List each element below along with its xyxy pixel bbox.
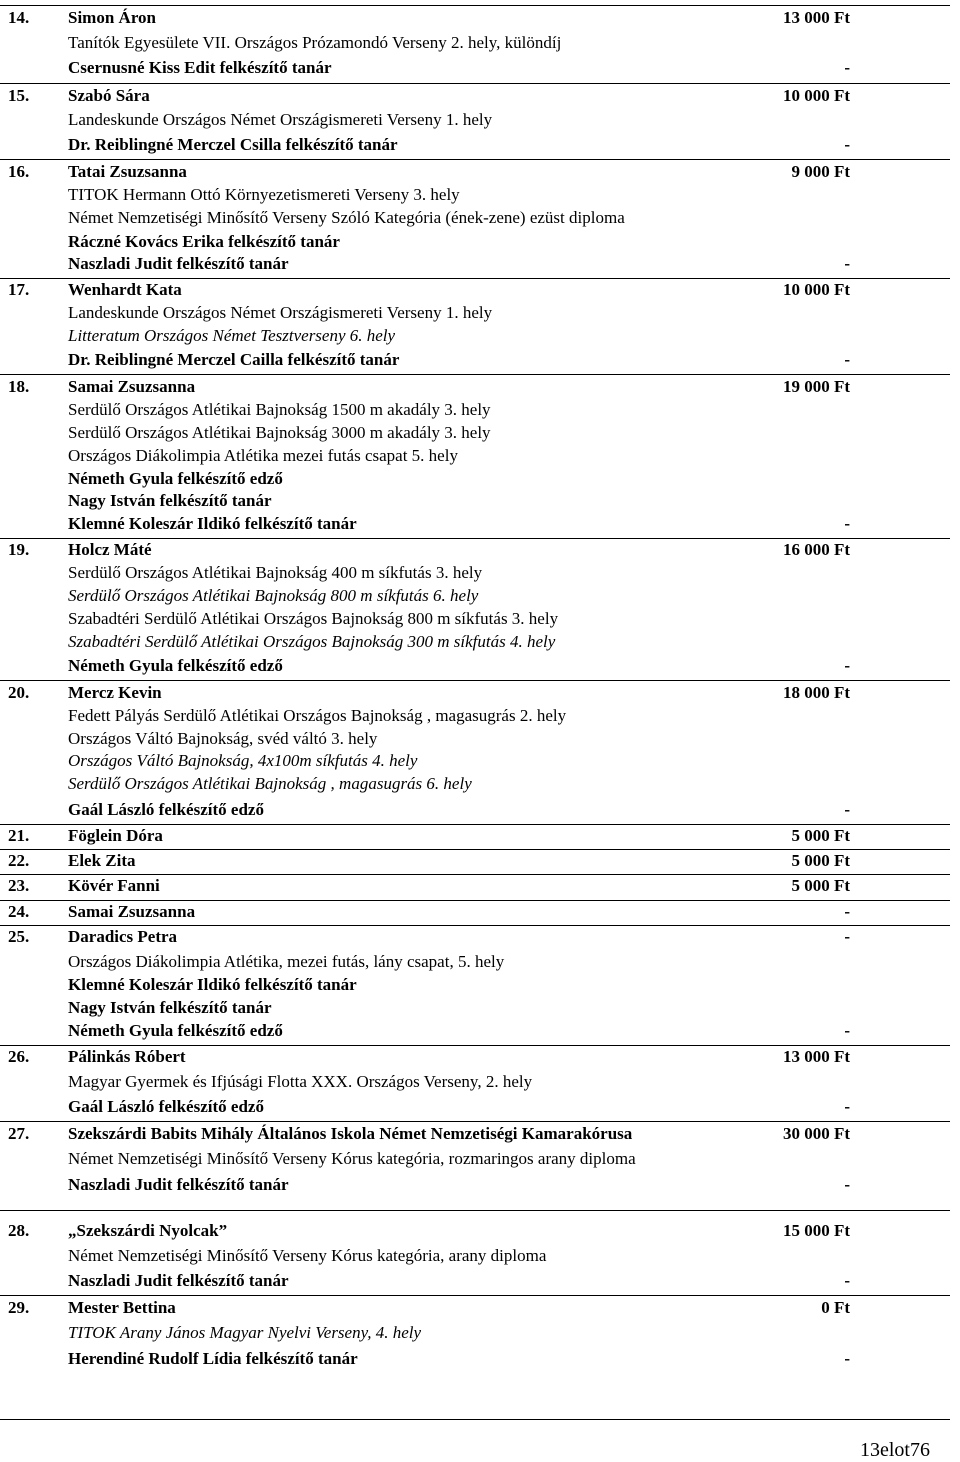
entry-result-line: Német Nemzetiségi Minősítő Verseny Kórus kategória, rozmaringos arany diploma <box>68 1149 636 1168</box>
entry-teacher-line: Klemné Koleszár Ildikó felkészítő tanár <box>68 514 357 533</box>
entry-number: 14. <box>8 8 30 27</box>
separator-rule <box>0 900 950 901</box>
entry-dash: - <box>844 1349 850 1368</box>
entry-number: 20. <box>8 683 30 702</box>
entry-teacher-line: Németh Gyula felkészítő edző <box>68 469 283 488</box>
entry-name: Kövér Fanni <box>68 876 160 895</box>
entry-name: Holcz Máté <box>68 540 152 559</box>
entry-teacher-line: Klemné Koleszár Ildikó felkészítő tanár <box>68 975 357 994</box>
entry-amount: 16 000 Ft <box>782 540 850 559</box>
entry-teacher-line: Csernusné Kiss Edit felkészítő tanár <box>68 58 332 77</box>
separator-rule <box>0 538 950 539</box>
entry-result-line: Német Nemzetiségi Minősítő Verseny Kórus kategória, arany diploma <box>68 1246 547 1265</box>
entry-dash: - <box>844 800 850 819</box>
entry-dash: - <box>844 1271 850 1290</box>
separator-rule <box>0 1210 950 1211</box>
entry-result-line: Német Nemzetiségi Minősítő Verseny Szóló Kategória (ének-zene) ezüst diploma <box>68 208 625 227</box>
entry-result-line: Országos Diákolimpia Atlétika, mezei futás, lány csapat, 5. hely <box>68 952 505 971</box>
entry-teacher-line: Németh Gyula felkészítő edző <box>68 1021 283 1040</box>
entry-number: 25. <box>8 927 30 946</box>
entry-dash: - <box>844 254 850 273</box>
entry-name: Szabó Sára <box>68 86 150 105</box>
entry-number: 27. <box>8 1124 30 1143</box>
entry-number: 26. <box>8 1047 30 1066</box>
entry-amount: 30 000 Ft <box>782 1124 850 1143</box>
entry-amount: 9 000 Ft <box>791 162 850 181</box>
entry-name: Samai Zsuzsanna <box>68 377 196 396</box>
entry-teacher-line: Gaál László felkészítő edző <box>68 1097 264 1116</box>
entry-teacher-line: Gaál László felkészítő edző <box>68 800 264 819</box>
entry-number: 18. <box>8 377 30 396</box>
entry-number: 23. <box>8 876 30 895</box>
separator-rule <box>0 1045 950 1046</box>
entry-teacher-line: Ráczné Kovács Erika felkészítő tanár <box>68 232 340 251</box>
entry-name: „Szekszárdi Nyolcak” <box>68 1221 228 1240</box>
entry-result-line: Serdülő Országos Atlétikai Bajnokság 400 m síkfutás 3. hely <box>68 563 483 582</box>
entry-name: Tatai Zsuzsanna <box>68 162 187 181</box>
entry-teacher-line: Nagy István felkészítő tanár <box>68 998 272 1017</box>
entry-result-line: Serdülő Országos Atlétikai Bajnokság 800 m síkfutás 6. hely <box>68 586 479 605</box>
separator-rule <box>0 824 950 825</box>
entry-number: 19. <box>8 540 30 559</box>
entry-name: Mester Bettina <box>68 1298 176 1317</box>
entry-result-line: Tanítók Egyesülete VII. Országos Prózamondó Verseny 2. hely, különdíj <box>68 33 562 52</box>
separator-rule <box>0 278 950 279</box>
entry-number: 17. <box>8 280 30 299</box>
entry-amount: 5 000 Ft <box>791 876 850 895</box>
entry-name: Föglein Dóra <box>68 826 163 845</box>
entry-amount: 13 000 Ft <box>782 8 850 27</box>
entry-name: Elek Zita <box>68 851 136 870</box>
entry-teacher-line: Naszladi Judit felkészítő tanár <box>68 1271 289 1290</box>
entry-number: 22. <box>8 851 30 870</box>
entry-result-line: Serdülő Országos Atlétikai Bajnokság 1500 m akadály 3. hely <box>68 400 491 419</box>
entry-name: Szekszárdi Babits Mihály Általános Iskola Német Nemzetiségi Kamarakórusa <box>68 1124 633 1143</box>
entry-teacher-line: Nagy István felkészítő tanár <box>68 491 272 510</box>
entry-name: Samai Zsuzsanna <box>68 902 196 921</box>
entry-result-line: Litteratum Országos Német Tesztverseny 6. hely <box>68 326 396 345</box>
entry-amount: 18 000 Ft <box>782 683 850 702</box>
separator-rule <box>0 159 950 160</box>
entry-amount: 15 000 Ft <box>782 1221 850 1240</box>
entry-result-line: Fedett Pályás Serdülő Atlétikai Országos Bajnokság , magasugrás 2. hely <box>68 706 567 725</box>
entry-result-line: Országos Váltó Bajnokság, 4x100m síkfutás 4. hely <box>68 751 418 770</box>
entry-number: 28. <box>8 1221 30 1240</box>
entry-teacher-line: Herendiné Rudolf Lídia felkészítő tanár <box>68 1349 358 1368</box>
entry-result-line: Országos Váltó Bajnokság, svéd váltó 3. hely <box>68 729 378 748</box>
separator-rule <box>0 1419 950 1420</box>
entry-name: Wenhardt Kata <box>68 280 182 299</box>
entry-amount: 5 000 Ft <box>791 826 850 845</box>
entry-dash: - <box>844 1021 850 1040</box>
entry-amount: - <box>844 902 850 921</box>
separator-rule <box>0 1295 950 1296</box>
entry-dash: - <box>844 1097 850 1116</box>
entry-result-line: Landeskunde Országos Német Országismereti Verseny 1. hely <box>68 110 493 129</box>
entry-result-line: Serdülő Országos Atlétikai Bajnokság , magasugrás 6. hely <box>68 774 472 793</box>
entry-number: 24. <box>8 902 30 921</box>
entry-amount: 10 000 Ft <box>782 280 850 299</box>
separator-rule <box>0 83 950 84</box>
entry-name: Mercz Kevin <box>68 683 162 702</box>
entry-amount: 0 Ft <box>821 1298 850 1317</box>
entry-dash: - <box>844 58 850 77</box>
entry-result-line: Magyar Gyermek és Ifjúsági Flotta XXX. Országos Verseny, 2. hely <box>68 1072 533 1091</box>
separator-rule <box>0 925 950 926</box>
entry-result-line: TITOK Arany János Magyar Nyelvi Verseny, 4. hely <box>68 1323 422 1342</box>
separator-rule <box>0 849 950 850</box>
entry-teacher-line: Naszladi Judit felkészítő tanár <box>68 1175 289 1194</box>
entry-number: 21. <box>8 826 30 845</box>
entry-amount: 5 000 Ft <box>791 851 850 870</box>
entry-result-line: Országos Diákolimpia Atlétika mezei futás csapat 5. hely <box>68 446 458 465</box>
separator-rule <box>0 874 950 875</box>
separator-rule <box>0 5 950 6</box>
entry-teacher-line: Naszladi Judit felkészítő tanár <box>68 254 289 273</box>
entry-dash: - <box>844 1175 850 1194</box>
entry-amount: 10 000 Ft <box>782 86 850 105</box>
entry-dash: - <box>844 514 850 533</box>
entry-result-line: Szabadtéri Serdülő Atlétikai Országos Bajnokság 800 m síkfutás 3. hely <box>68 609 559 628</box>
entry-name: Pálinkás Róbert <box>68 1047 186 1066</box>
separator-rule <box>0 374 950 375</box>
entry-dash: - <box>844 350 850 369</box>
entry-number: 15. <box>8 86 30 105</box>
entry-result-line: Serdülő Országos Atlétikai Bajnokság 3000 m akadály 3. hely <box>68 423 491 442</box>
entry-dash: - <box>844 656 850 675</box>
separator-rule <box>0 680 950 681</box>
entry-teacher-line: Dr. Reiblingné Merczel Csilla felkészítő tanár <box>68 135 398 154</box>
entry-result-line: TITOK Hermann Ottó Környezetismereti Verseny 3. hely <box>68 185 460 204</box>
entry-result-line: Landeskunde Országos Német Országismereti Verseny 1. hely <box>68 303 493 322</box>
entry-name: Simon Áron <box>68 8 157 27</box>
entry-amount: 19 000 Ft <box>782 377 850 396</box>
entry-amount: - <box>844 927 850 946</box>
entry-amount: 13 000 Ft <box>782 1047 850 1066</box>
entry-result-line: Szabadtéri Serdülő Atlétikai Országos Bajnokság 300 m síkfutás 4. hely <box>68 632 556 651</box>
entry-name: Daradics Petra <box>68 927 178 946</box>
entry-teacher-line: Németh Gyula felkészítő edző <box>68 656 283 675</box>
separator-rule <box>0 1121 950 1122</box>
entry-number: 16. <box>8 162 30 181</box>
page-footer-label: 13elot76 <box>860 1439 930 1461</box>
entry-dash: - <box>844 135 850 154</box>
entry-teacher-line: Dr. Reiblingné Merczel Cailla felkészítő tanár <box>68 350 400 369</box>
entry-number: 29. <box>8 1298 30 1317</box>
